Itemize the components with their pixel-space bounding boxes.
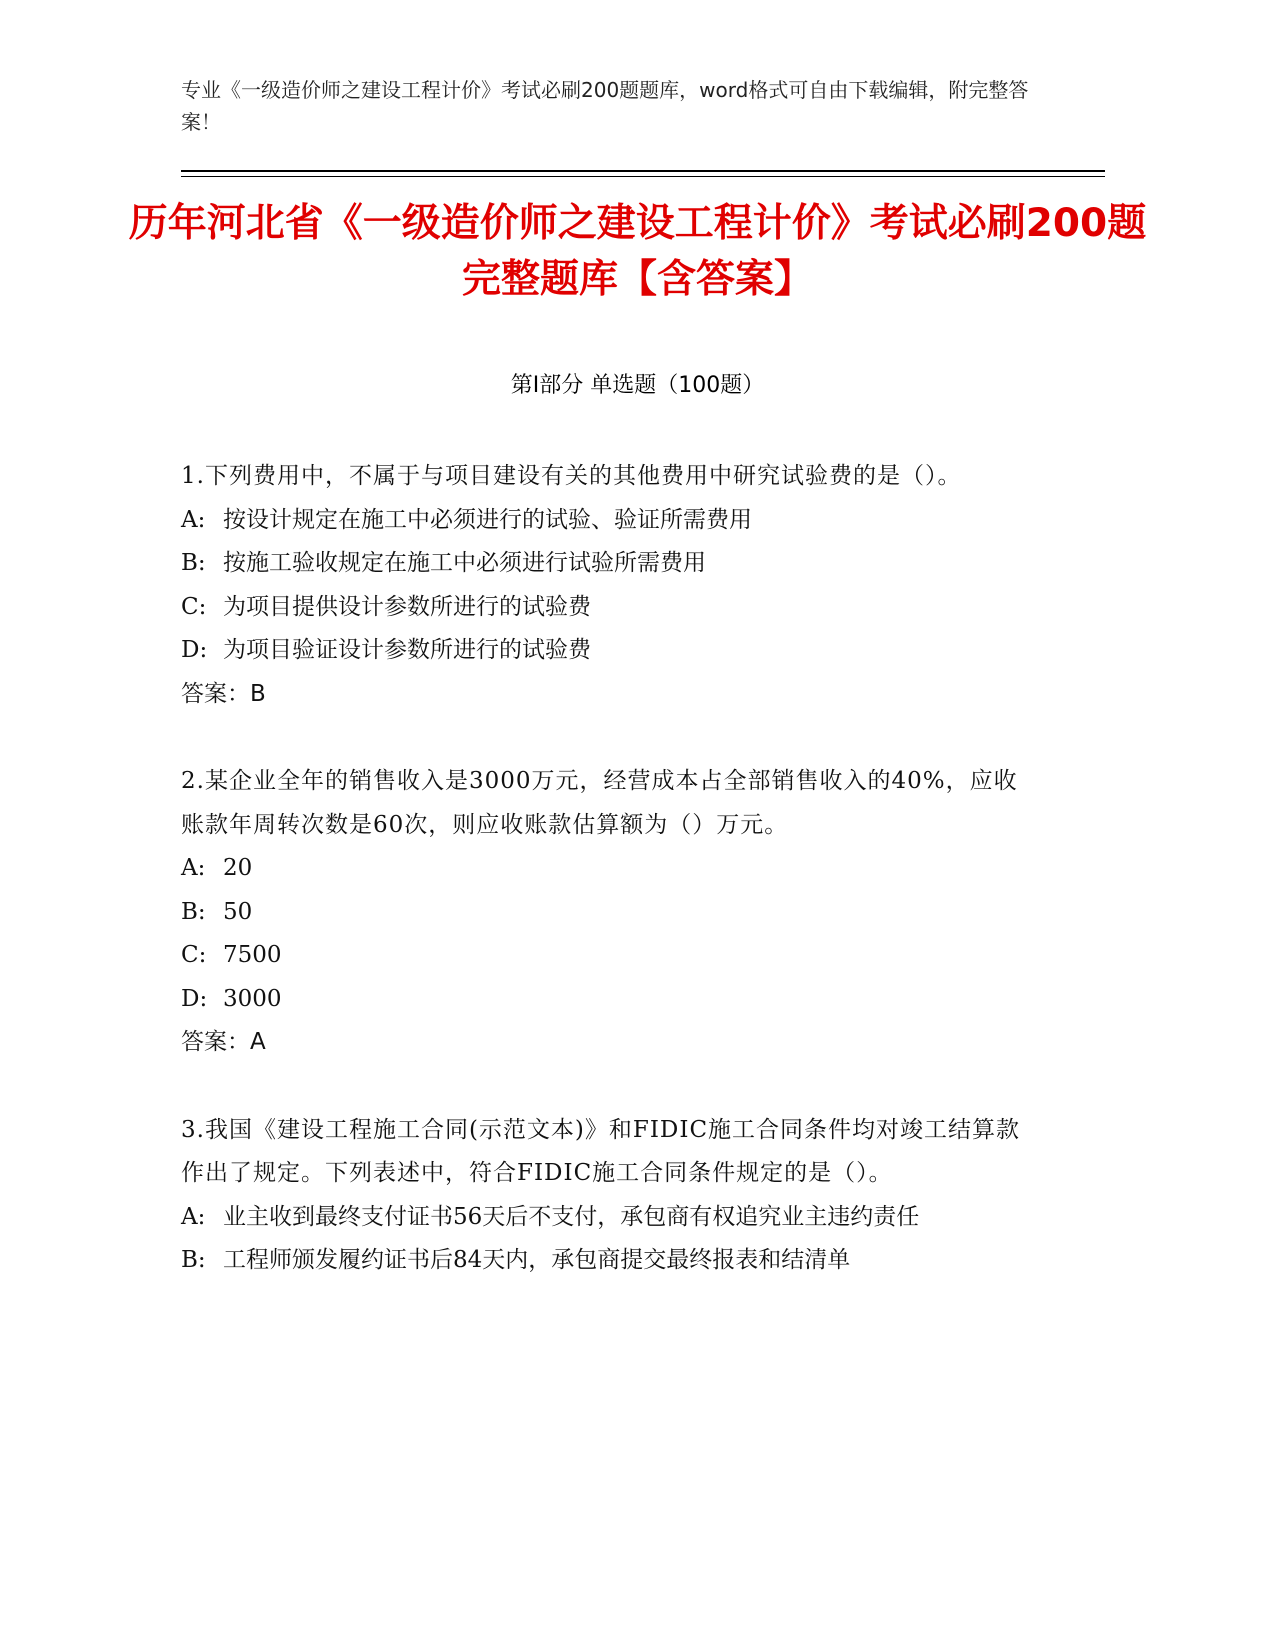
option-letter: B:	[181, 1247, 206, 1273]
question-3	[181, 1109, 1041, 1283]
option-d	[181, 978, 1041, 1022]
option-b	[181, 542, 1041, 586]
header-rule-thin	[181, 176, 1105, 177]
option-letter: C:	[181, 942, 207, 968]
option-letter: B:	[181, 550, 206, 576]
answer: 答案：B	[181, 680, 266, 707]
header-note: 专业《一级造价师之建设工程计价》考试必刷200题题库，word格式可自由下载编辑，附完整答案！	[181, 78, 1029, 134]
option-letter: C:	[181, 593, 207, 620]
question-2	[181, 760, 1041, 1065]
option-letter: A:	[181, 855, 206, 881]
answer: 答案：A	[181, 1029, 266, 1055]
option-text: 为项目验证设计参数所进行的试验费	[223, 637, 591, 663]
section-heading: 第I部分 单选题（100题）	[510, 373, 765, 398]
option-letter: D:	[181, 637, 208, 663]
option-text: 业主收到最终支付证书56天后不支付，承包商有权追究业主违约责任	[223, 1203, 920, 1230]
option-d	[181, 629, 1041, 673]
question-spacer	[181, 716, 1041, 760]
option-text: 7500	[223, 942, 282, 968]
option-a	[181, 499, 1041, 543]
option-a	[181, 1196, 1041, 1240]
option-b	[181, 891, 1041, 935]
option-text: 按设计规定在施工中必须进行的试验、验证所需费用	[223, 506, 752, 533]
option-letter: A:	[181, 1203, 206, 1230]
option-letter: A:	[181, 506, 206, 533]
question-text: 3.我国《建设工程施工合同(示范文本)》和FIDIC施工合同条件均对竣工结算款作出了规定。下列表述中，符合FIDIC施工合同条件规定的是（）。	[181, 1116, 1021, 1186]
option-text: 20	[223, 855, 253, 881]
question-list	[181, 455, 1041, 1283]
option-a	[181, 847, 1041, 891]
option-c	[181, 586, 1041, 630]
question-1	[181, 455, 1041, 716]
option-letter: B:	[181, 898, 206, 925]
document-title: 历年河北省《一级造价师之建设工程计价》考试必刷200题完整题库【含答案】	[128, 201, 1147, 302]
question-spacer	[181, 1065, 1041, 1109]
option-b	[181, 1239, 1041, 1283]
option-text: 工程师颁发履约证书后84天内，承包商提交最终报表和结清单	[223, 1247, 851, 1273]
option-letter: D:	[181, 985, 208, 1012]
option-text: 50	[223, 898, 253, 925]
option-c	[181, 934, 1041, 978]
option-text: 按施工验收规定在施工中必须进行试验所需费用	[223, 550, 706, 576]
option-text: 3000	[223, 985, 282, 1012]
question-text: 2.某企业全年的销售收入是3000万元，经营成本占全部销售收入的40%，应收账款年周转次数是60次，则应收账款估算额为（）万元。	[181, 768, 1018, 838]
header-rule-thick	[181, 170, 1105, 172]
question-text: 1.下列费用中，不属于与项目建设有关的其他费用中研究试验费的是（）。	[181, 463, 962, 489]
option-text: 为项目提供设计参数所进行的试验费	[223, 593, 591, 620]
